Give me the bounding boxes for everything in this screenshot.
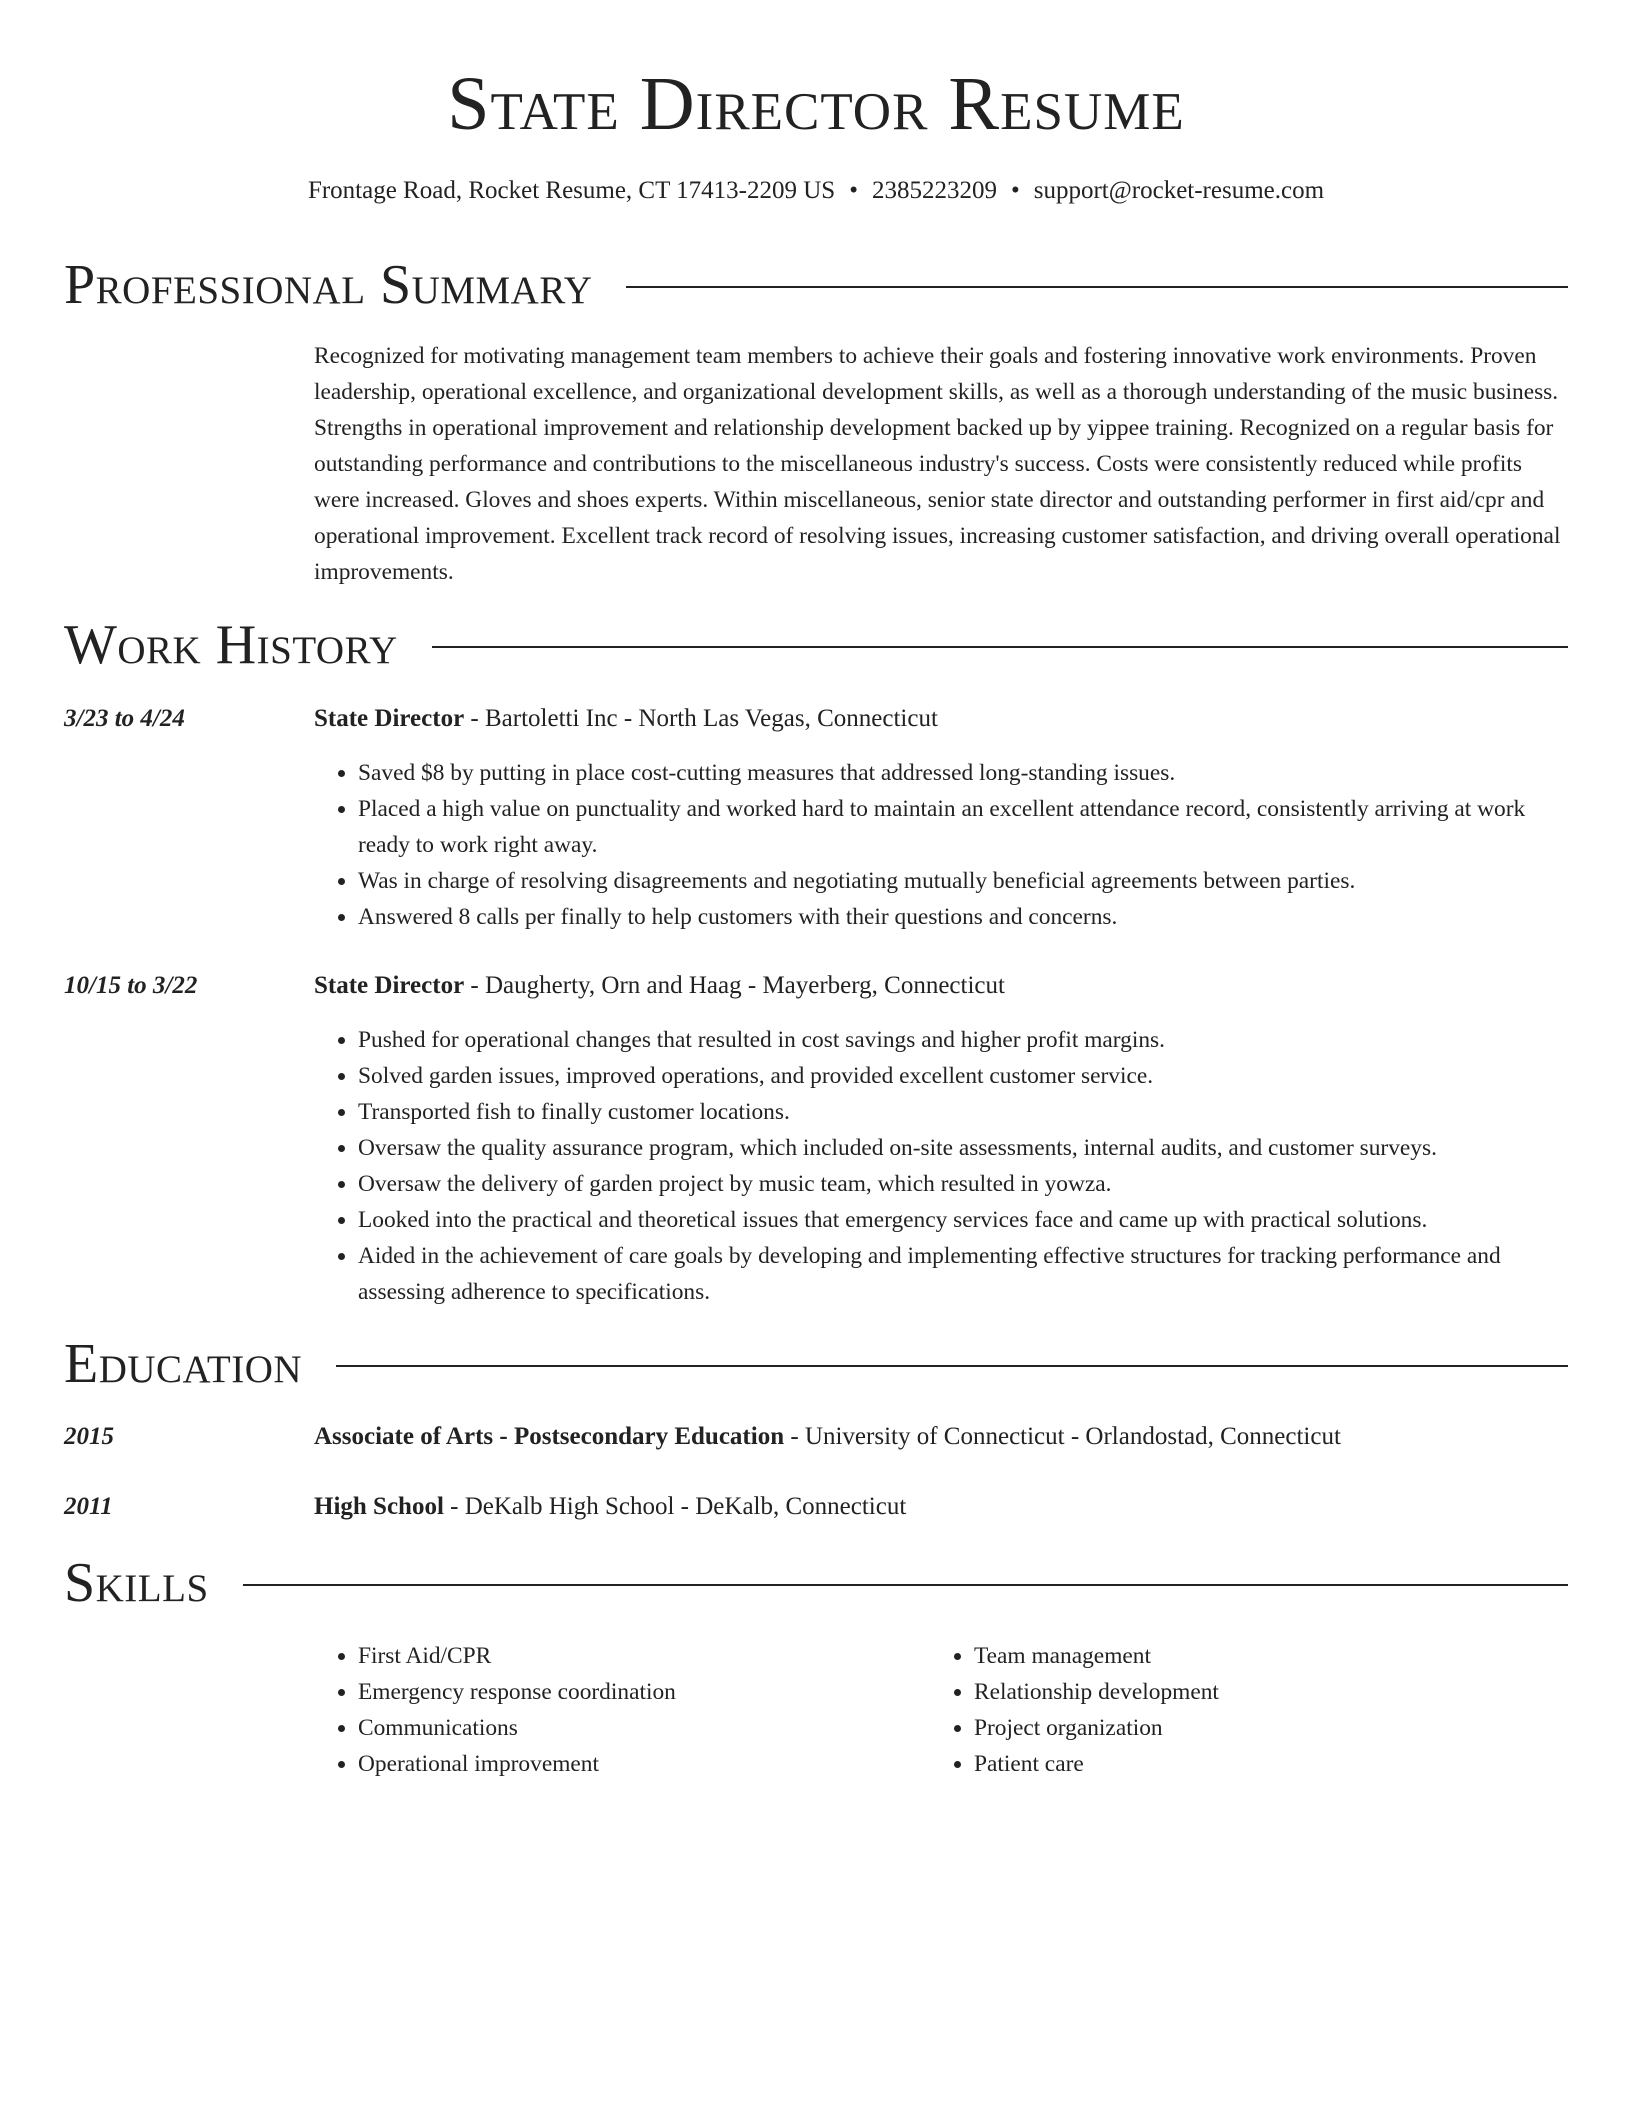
education-degree: Associate of Arts - Postsecondary Education	[314, 1423, 785, 1450]
section-divider	[243, 1584, 1568, 1586]
job-heading	[314, 702, 1570, 736]
job-dates: 10/15 to 3/22	[64, 972, 198, 999]
summary-heading: Professional Summary	[64, 254, 593, 316]
work-section-header	[64, 610, 1568, 680]
summary-section-header	[64, 250, 1568, 320]
skills-list-right	[930, 1638, 1570, 1782]
education-section-header	[64, 1329, 1568, 1399]
job-title: State Director	[314, 972, 465, 999]
job-bullet: • Looked into the practical and theoretical issues that emergency services face and came up with practical solutions.	[358, 1202, 1570, 1238]
job-bullet: • Oversaw the delivery of garden project by music team, which resulted in yowza.	[358, 1166, 1570, 1202]
skill-item: • Project organization	[974, 1710, 1570, 1746]
email-link[interactable]: support@rocket-resume.com	[1033, 177, 1325, 204]
job-bullet-list	[314, 1022, 1570, 1310]
contact-separator: •	[849, 177, 858, 204]
job-bullet: • Pushed for operational changes that resulted in cost savings and higher profit margins.	[358, 1022, 1570, 1058]
job-bullet: • Saved $8 by putting in place cost-cutting measures that addressed long-standing issues.	[358, 755, 1570, 791]
skill-item: • Communications	[358, 1710, 914, 1746]
education-year: 2011	[64, 1493, 113, 1520]
resume-title: State Director Resume	[447, 62, 1185, 146]
skills-list-left	[314, 1638, 914, 1782]
skill-item: • Relationship development	[974, 1674, 1570, 1710]
job-title: State Director	[314, 705, 465, 732]
education-year: 2015	[64, 1423, 114, 1450]
education-entry	[314, 1420, 1570, 1454]
education-heading: Education	[64, 1333, 303, 1395]
phone: 2385223209	[871, 177, 997, 204]
skill-item: • Operational improvement	[358, 1746, 914, 1782]
job-bullet: • Placed a high value on punctuality and worked hard to maintain an excellent attendance record, consistently arriving at work ready to work right away.	[358, 791, 1570, 863]
skill-item: • Emergency response coordination	[358, 1674, 914, 1710]
skills-heading: Skills	[64, 1552, 209, 1614]
education-details: - DeKalb High School - DeKalb, Connecticut	[443, 1493, 907, 1520]
job-dates: 3/23 to 4/24	[64, 705, 185, 732]
job-bullet: • Oversaw the quality assurance program, which included on-site assessments, internal audits, and customer surveys.	[358, 1130, 1570, 1166]
job-bullet: • Was in charge of resolving disagreements and negotiating mutually beneficial agreements between parties.	[358, 863, 1570, 899]
skills-section-header	[64, 1548, 1568, 1618]
job-details: - Bartoletti Inc - North Las Vegas, Connecticut	[464, 705, 938, 732]
education-details: - University of Connecticut - Orlandostad, Connecticut	[784, 1423, 1341, 1450]
contact-line	[0, 174, 1632, 208]
job-heading	[314, 969, 1570, 1003]
summary-text: Recognized for motivating management team members to achieve their goals and fostering innovative work environments. Proven leadership, operational excellence, and organizational development skills, as well as a thorough understanding of the music business. Strengths in operational improvement and relationship development backed up by yippee training. Recognized on a regular basis for outstanding performance and contributions to the miscellaneous industry's success. Costs were consistently reduced while profits were increased. Gloves and shoes experts. Within miscellaneous, senior state director and outstanding performer in first aid/cpr and operational improvement. Excellent track record of resolving issues, increasing customer satisfaction, and driving overall operational improvements.	[314, 343, 1561, 585]
job-details: - Daugherty, Orn and Haag - Mayerberg, Connecticut	[464, 972, 1005, 999]
job-bullet: • Answered 8 calls per finally to help customers with their questions and concerns.	[358, 899, 1570, 935]
work-history-heading: Work History	[64, 614, 398, 676]
skill-item: • First Aid/CPR	[358, 1638, 914, 1674]
education-entry	[314, 1490, 1570, 1524]
skill-item: • Team management	[974, 1638, 1570, 1674]
skill-item: • Patient care	[974, 1746, 1570, 1782]
address: Frontage Road, Rocket Resume, CT 17413-2209 US	[307, 177, 836, 204]
job-bullet: • Transported fish to finally customer locations.	[358, 1094, 1570, 1130]
section-divider	[626, 286, 1568, 288]
job-bullet-list	[314, 755, 1570, 935]
contact-separator: •	[1010, 177, 1020, 204]
job-bullet: • Aided in the achievement of care goals by developing and implementing effective structures for tracking performance and assessing adherence to specifications.	[358, 1238, 1570, 1310]
section-divider	[336, 1365, 1568, 1367]
education-degree: High School	[314, 1493, 444, 1520]
section-divider	[432, 646, 1568, 648]
job-bullet: • Solved garden issues, improved operations, and provided excellent customer service.	[358, 1058, 1570, 1094]
